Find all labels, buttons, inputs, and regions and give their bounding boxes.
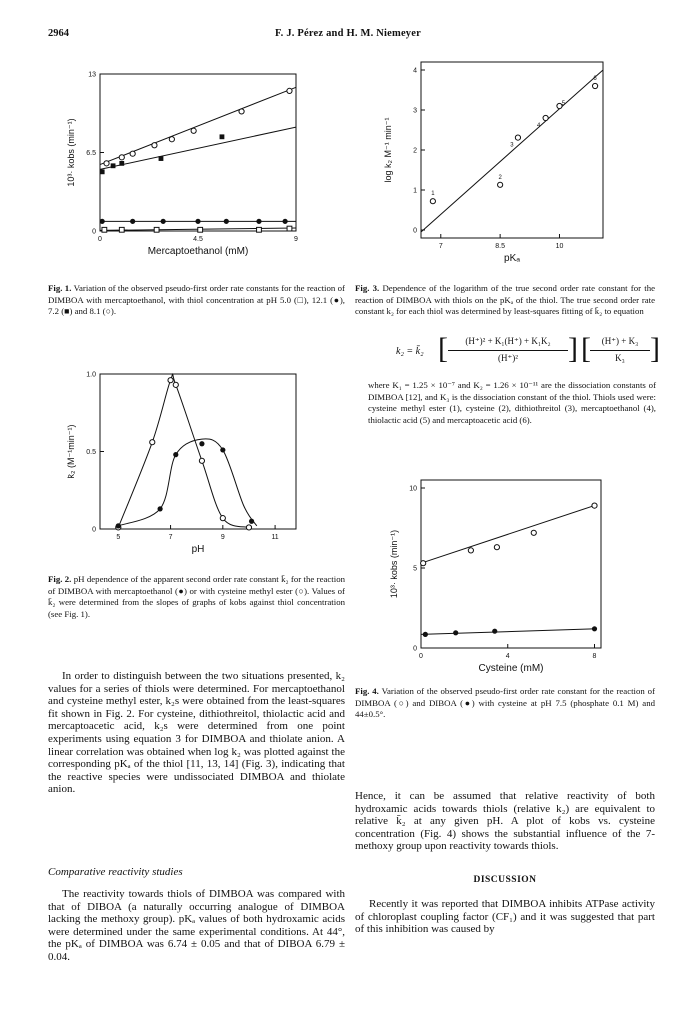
eq-bracket: ] — [650, 332, 660, 365]
x-axis-label: Mercaptoethanol (mM) — [147, 246, 249, 257]
x-axis-label: pKₐ — [504, 253, 520, 264]
fit-line — [100, 87, 296, 164]
fit-line — [421, 505, 597, 563]
point-label: 3 — [510, 142, 514, 149]
x-tick-label: 10 — [555, 243, 564, 250]
figure-3-equation — [396, 332, 666, 376]
x-tick-label: 8.5 — [495, 243, 505, 250]
figure-3-caption-continued: where K₁ = 1.25 × 10⁻⁷ and K₂ = 1.26 × 10⁻¹¹ are the dissociation constants of DIMBOA [12], and K₃ is the dissociation constant of the thiol. Thiols used were: cysteine methyl ester (1), cysteine (2), dithiothreitol (3), mercaptoethanol (4), thiolactic acid (5) and mercaptoacetic acid (6). — [368, 380, 656, 425]
y-tick-label: 0 — [92, 526, 96, 534]
open-circle-point — [191, 128, 196, 133]
y-axis-label: log k₂ M⁻¹ min⁻¹ — [383, 117, 393, 183]
eq-lhs: k₂ = k̄₂ — [396, 346, 424, 357]
y-tick-label: 13 — [88, 71, 96, 79]
filled-circle-point — [283, 219, 288, 224]
eq-num1: (H⁺)² + K₁(H⁺) + K₁K₂ — [465, 336, 551, 346]
figure-2-chart — [60, 366, 310, 571]
open-circle-point — [104, 161, 109, 166]
open-circle-point — [239, 109, 244, 114]
filled-circle-point — [453, 630, 458, 635]
x-tick-label: 7 — [438, 243, 443, 250]
point-label: 4 — [536, 123, 541, 129]
figure-2-caption-text: pH dependence of the apparent second order rate constant k̄₂ for the reaction of DIMBOA with mercaptoethanol (●) or with cysteine methyl ester (○). Values of k̄₂ were determined from the slopes of graphs of kobs against thiol concentration (see Fig. 1). — [48, 574, 345, 619]
filled-circle-point — [161, 219, 166, 224]
filled-square-point — [119, 161, 124, 166]
open-circle-point — [543, 115, 548, 120]
filled-circle-point — [158, 506, 163, 511]
paragraph: Recently it was reported that DIMBOA inhibits ATPase activity of chloroplast coupling factor (CF₁) and it was suggested that part of this inhibition was caused by — [355, 898, 655, 936]
filled-square-point — [220, 134, 225, 139]
figure-1-label: Fig. 1. — [48, 283, 72, 293]
open-circle-point — [119, 155, 124, 160]
open-circle-point — [592, 83, 597, 88]
figure-3-label: Fig. 3. — [355, 283, 380, 293]
filled-circle-point — [220, 447, 225, 452]
y-tick-label: 10 — [409, 485, 417, 493]
filled-circle-point — [249, 519, 254, 524]
x-tick-label: 5 — [116, 534, 121, 541]
open-circle-point — [498, 182, 503, 187]
open-circle-point — [220, 516, 225, 521]
point-label: 1 — [431, 191, 435, 198]
figure-4-caption — [355, 686, 655, 721]
figure-4-caption-text: Variation of the observed pseudo-first order rate constant for the reaction of DIMBOA (○) and DIBOA (●) with cysteine at pH 7.5 (phosphate 0.1 M) and 44±0.5°. — [355, 686, 655, 720]
eq-bracket: ] — [568, 332, 578, 365]
x-tick-label: 8 — [592, 653, 597, 660]
open-circle-point — [173, 382, 178, 387]
open-circle-point — [468, 548, 473, 553]
open-square-point — [102, 227, 107, 232]
paragraph: The reactivity towards thiols of DIMBOA was compared with that of DIBOA (a naturally occurring analogue of DIMBOA lacking the methoxy group). pKₐ values of both hydroxamic acids were determined under the same experimental conditions. At 44°, the pKₐ of DIMBOA was 6.74 ± 0.05 and that of DIBOA 6.79 ± 0.04. — [48, 888, 345, 963]
figure-4-label: Fig. 4. — [355, 686, 379, 696]
y-axis-label: 10³· kobs (min⁻¹) — [389, 529, 399, 599]
filled-circle-point — [256, 219, 261, 224]
figure-3-chart — [375, 56, 620, 281]
page-number: 2964 — [48, 28, 69, 39]
point-label: 6 — [593, 76, 597, 82]
eq-den2: K₃ — [615, 353, 625, 363]
figure-2-caption — [48, 574, 345, 620]
open-circle-point — [150, 440, 155, 445]
open-circle-point — [168, 378, 173, 383]
filled-square-point — [111, 163, 116, 168]
y-tick-label: 2 — [413, 147, 417, 155]
y-tick-label: 6.5 — [86, 150, 96, 157]
filled-square-point — [159, 156, 164, 161]
body-left-column — [48, 670, 345, 796]
section-heading: Comparative reactivity studies — [48, 866, 183, 878]
running-title: F. J. Pérez and H. M. Niemeyer — [275, 28, 421, 39]
point-label: 2 — [498, 174, 502, 181]
point-label: 5 — [561, 101, 566, 107]
open-square-point — [287, 226, 292, 231]
filled-circle-point — [173, 452, 178, 457]
open-square-point — [257, 227, 262, 232]
x-tick-label: 4.5 — [193, 236, 203, 243]
figure-2-label: Fig. 2. — [48, 574, 72, 584]
body-right-column-2 — [355, 898, 655, 936]
y-tick-label: 1 — [413, 187, 417, 195]
y-tick-label: 0.5 — [86, 449, 96, 456]
open-circle-point — [169, 137, 174, 142]
open-circle-point — [592, 503, 597, 508]
figure-1-caption — [48, 283, 345, 318]
x-tick-label: 9 — [294, 236, 298, 243]
figure-1-caption-text: Variation of the observed pseudo-first order rate constants for the reaction of DIMBOA with mercaptoethanol, with thiol concentration at pH 5.0 (□), 12.1 (●), 7.2 (■) and 8.1 (○). — [48, 283, 345, 317]
paragraph: Hence, it can be assumed that relative reactivity of both hydroxamic acids towards thiols (relative k₂) are equivalent to relative k̄₂ at any given pH. A plot of kobs vs. cysteine concentration (Fig. 4) shows the substantial influence of the 7-methoxy group upon reactivity towards thiols. — [355, 790, 655, 853]
eq-fraction-bar — [590, 350, 650, 351]
y-axis-label: k̄₂ (M⁻¹min⁻¹) — [66, 424, 76, 479]
figure-4-chart — [385, 474, 625, 679]
y-axis-label: 10³· kobs (min⁻¹) — [66, 118, 76, 187]
filled-circle-point — [592, 626, 597, 631]
figure-3-caption — [355, 283, 655, 318]
y-tick-label: 3 — [413, 107, 417, 115]
x-tick-label: 11 — [271, 534, 279, 541]
discussion-heading: DISCUSSION — [473, 875, 537, 885]
open-circle-point — [246, 525, 251, 530]
x-tick-label: 0 — [98, 236, 102, 243]
x-tick-label: 7 — [168, 534, 173, 541]
filled-circle-point — [224, 219, 229, 224]
eq-bracket: [ — [438, 332, 448, 365]
open-circle-point — [430, 199, 435, 204]
figure-3-caption-text: Dependence of the logarithm of the true second order rate constant for the reaction of DIMBOA with thiols on the pKₐ of the thiol. The true second order rate constant k₂ for each thiol was determined by least-squares fitting of k̄₂ to equation — [355, 283, 655, 317]
x-tick-label: 0 — [419, 653, 423, 660]
eq-bracket: [ — [581, 332, 591, 365]
filled-circle-point — [423, 632, 428, 637]
x-tick-label: 4 — [505, 653, 510, 660]
filled-circle-point — [116, 523, 121, 528]
open-circle-point — [494, 545, 499, 550]
filled-circle-point — [492, 629, 497, 634]
plot-frame — [421, 480, 601, 648]
y-tick-label: 5 — [413, 565, 417, 573]
open-circle-point — [152, 143, 157, 148]
open-circle-point — [515, 135, 520, 140]
fit-line — [421, 70, 603, 232]
eq-fraction-bar — [448, 350, 568, 351]
y-tick-label: 0 — [413, 645, 417, 653]
x-tick-label: 9 — [220, 534, 225, 541]
open-circle-point — [421, 561, 426, 566]
y-tick-label: 4 — [413, 67, 417, 75]
y-tick-label: 0 — [413, 227, 417, 235]
paragraph: In order to distinguish between the two situations presented, k₂ values for a series of thiols were determined. For mercaptoethanol and cysteine methyl ester, k₂s were obtained from the least-squares fit shown in Fig. 2. For cysteine, dithiothreitol, thiolactic acid and mercaptoacetic acid, k₂s were determined from one point experiments using equation 3 for DIMBOA and thiolate anion. A linear correlation was obtained when log k₂ was plotted against the corresponding pKₐ of the thiol [11, 13, 14] (Fig. 3), indicating that the reactive species were undissociated DIMBOA and thiolate anion. — [48, 670, 345, 796]
filled-circle-point — [100, 219, 105, 224]
y-tick-label: 0 — [92, 228, 96, 236]
eq-num2: (H⁺) + K₃ — [601, 336, 639, 346]
open-square-point — [119, 227, 124, 232]
open-square-point — [154, 227, 159, 232]
filled-square-point — [100, 169, 105, 174]
open-circle-point — [130, 151, 135, 156]
plot-frame — [100, 374, 296, 529]
filled-circle-point — [199, 441, 204, 446]
body-left-column-2 — [48, 888, 345, 964]
figure-1-chart — [60, 66, 310, 281]
bell-curve — [118, 374, 249, 528]
bell-curve — [118, 439, 257, 526]
filled-circle-point — [195, 219, 200, 224]
body-right-column — [355, 790, 655, 853]
filled-circle-point — [130, 219, 135, 224]
open-circle-point — [199, 458, 204, 463]
x-axis-label: Cysteine (mM) — [478, 663, 544, 674]
fit-line — [421, 629, 597, 635]
eq-den1: (H⁺)² — [498, 353, 518, 363]
x-axis-label: pH — [191, 544, 205, 555]
plot-frame — [421, 62, 603, 238]
open-square-point — [198, 227, 203, 232]
open-circle-point — [287, 88, 292, 93]
y-tick-label: 1.0 — [86, 371, 96, 379]
open-circle-point — [531, 530, 536, 535]
fit-line — [100, 127, 296, 169]
